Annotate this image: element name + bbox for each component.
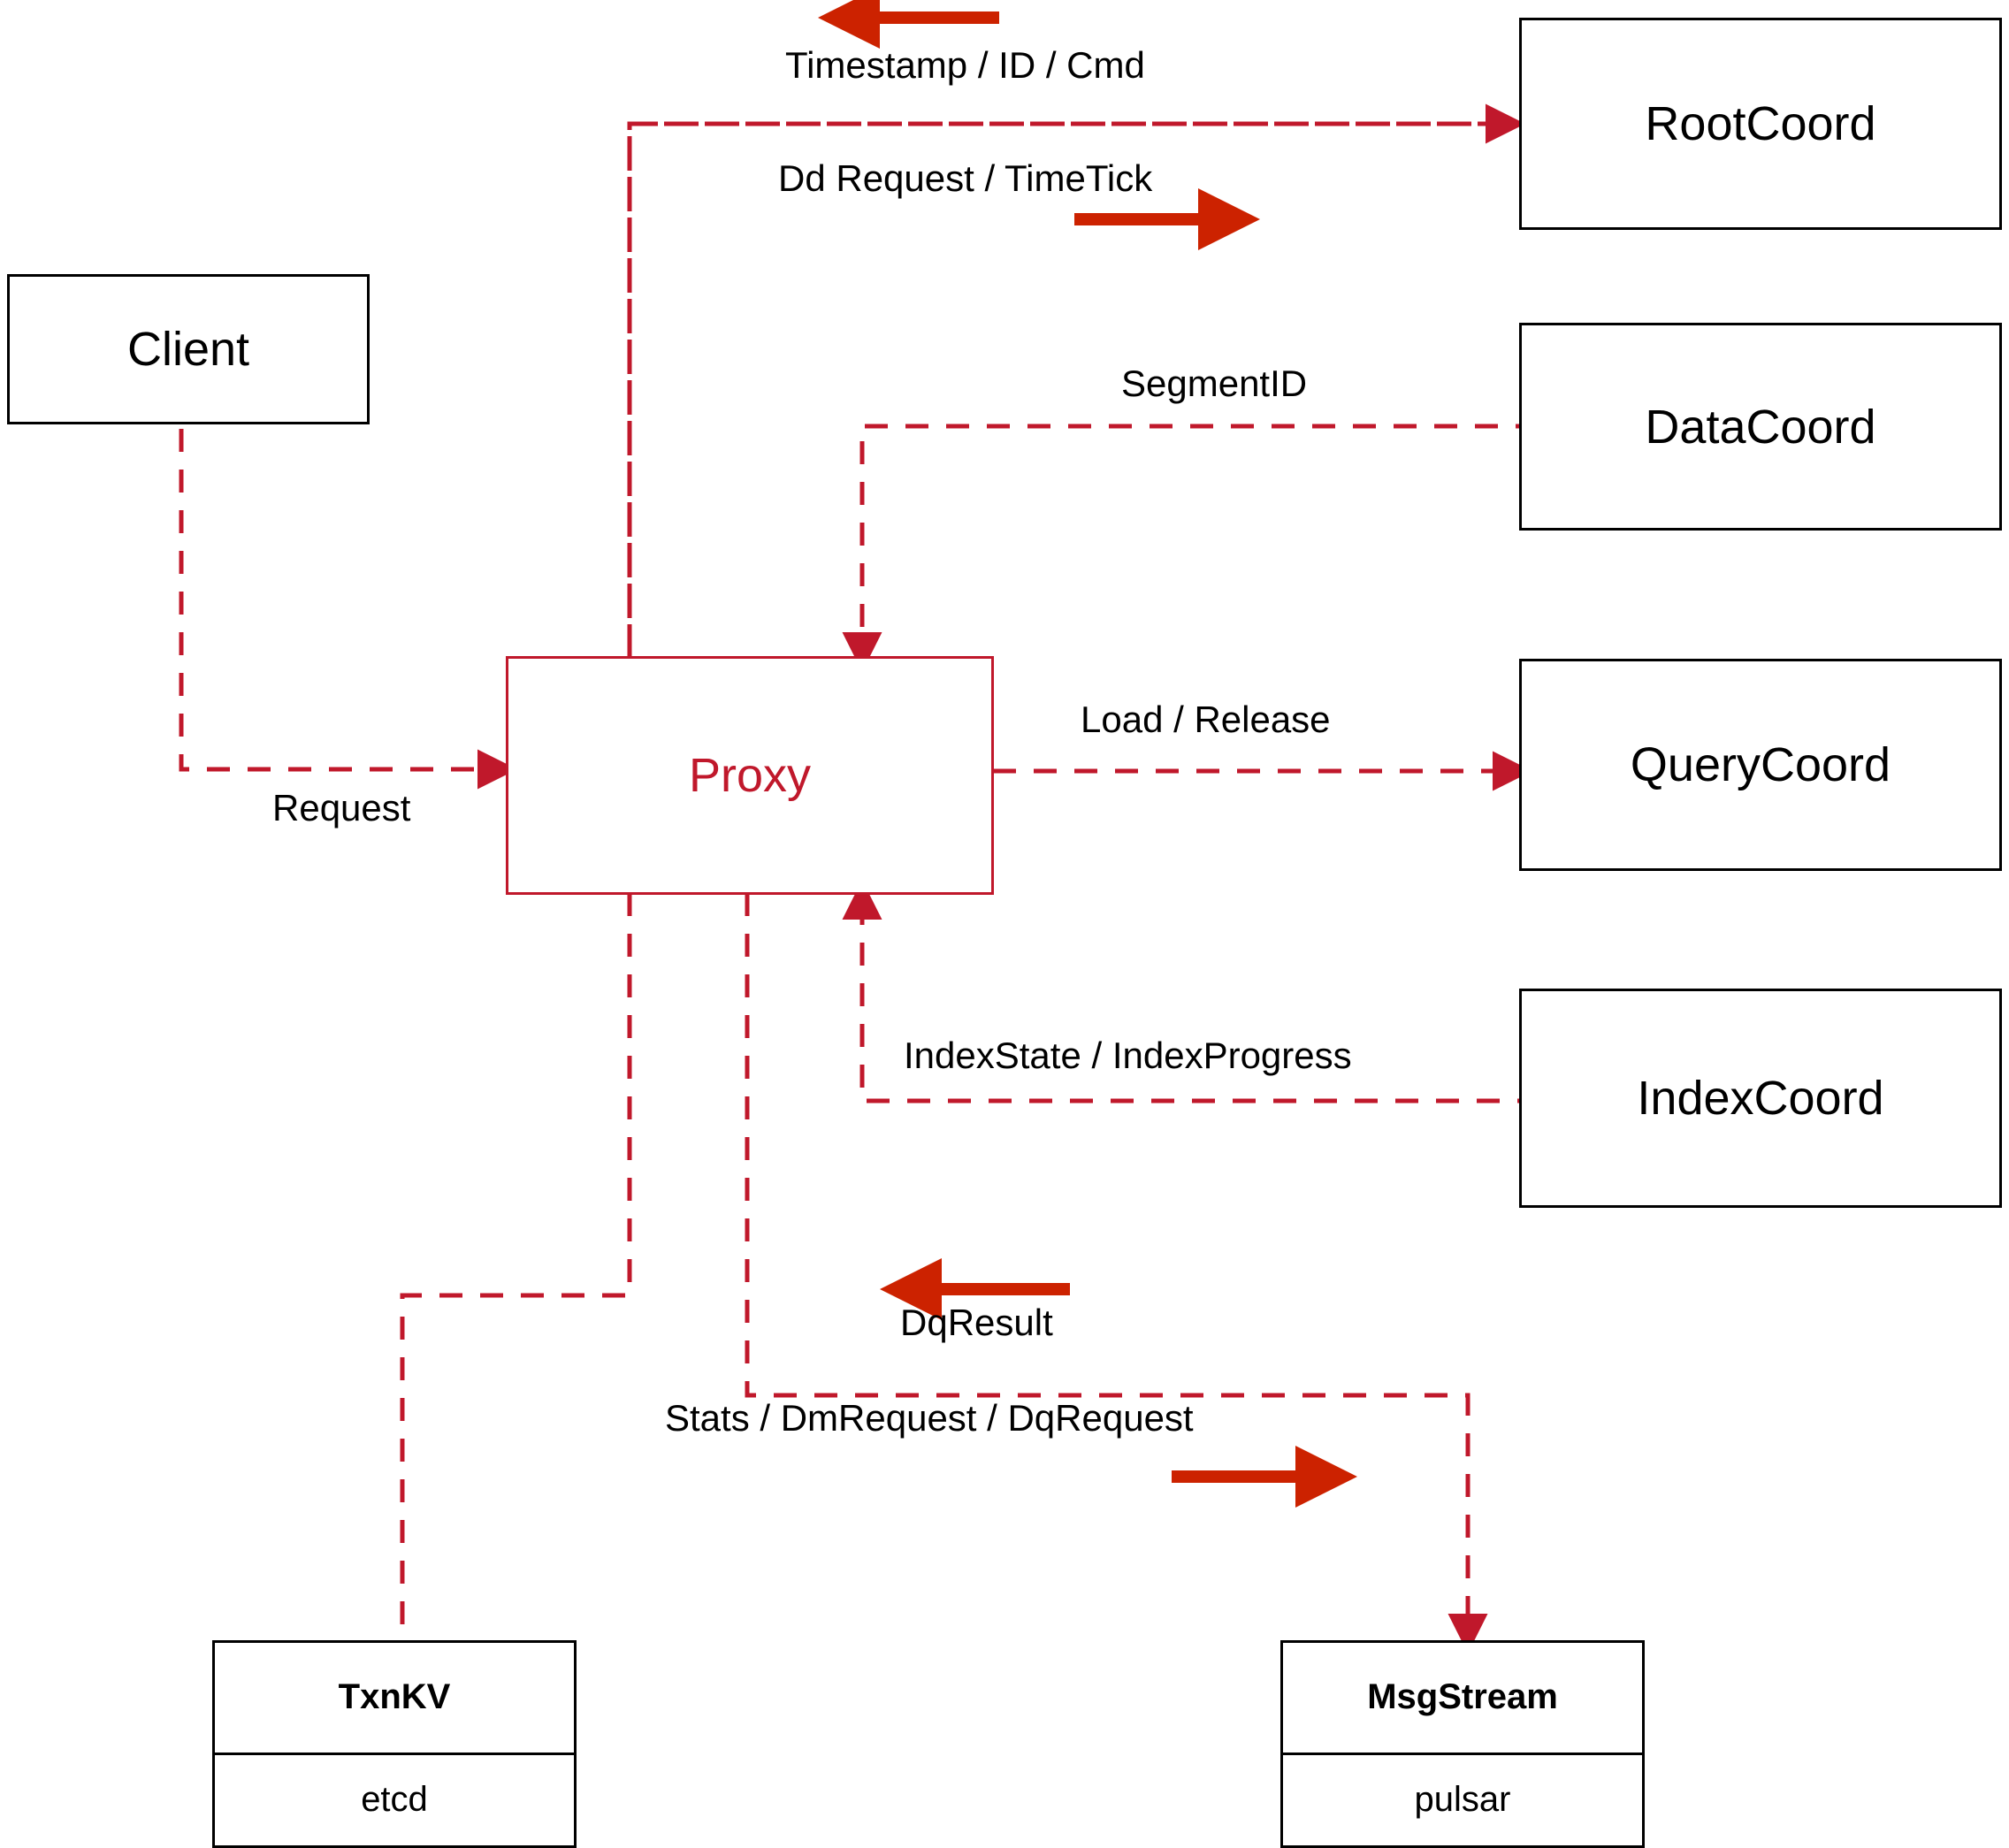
node-indexcoord-label: IndexCoord [1637,1072,1884,1125]
store-msgstream-title: MsgStream [1283,1643,1642,1755]
node-client-label: Client [126,323,250,376]
store-txnkv-title: TxnKV [215,1643,574,1755]
edge-label-index-state-progress: IndexState / IndexProgress [904,1035,1352,1076]
edge-label-dq-result: DqResult [900,1302,1053,1343]
node-querycoord-label: QueryCoord [1630,738,1891,791]
edge-label-request: Request [272,787,411,829]
edge-label-segment-id: SegmentID [1121,363,1308,404]
node-client[interactable] [7,274,370,424]
store-msgstream[interactable] [1280,1640,1645,1848]
edge-label-timestamp-id-cmd: Timestamp / ID / Cmd [785,44,1145,86]
node-proxy-label: Proxy [688,749,812,802]
node-datacoord[interactable] [1519,323,2002,531]
edge-label-stats-dm-dq-request: Stats / DmRequest / DqRequest [665,1397,1194,1439]
edge-label-load-release: Load / Release [1081,699,1331,740]
edge-label-dd-request-timetick: Dd Request / TimeTick [778,157,1153,199]
node-querycoord[interactable] [1519,659,2002,871]
node-rootcoord-label: RootCoord [1645,97,1876,150]
node-proxy[interactable] [506,656,994,895]
node-datacoord-label: DataCoord [1645,400,1876,454]
node-rootcoord[interactable] [1519,18,2002,230]
store-txnkv[interactable] [212,1640,577,1848]
store-txnkv-body: etcd [361,1780,428,1820]
store-msgstream-body: pulsar [1414,1780,1511,1820]
node-indexcoord[interactable] [1519,989,2002,1208]
